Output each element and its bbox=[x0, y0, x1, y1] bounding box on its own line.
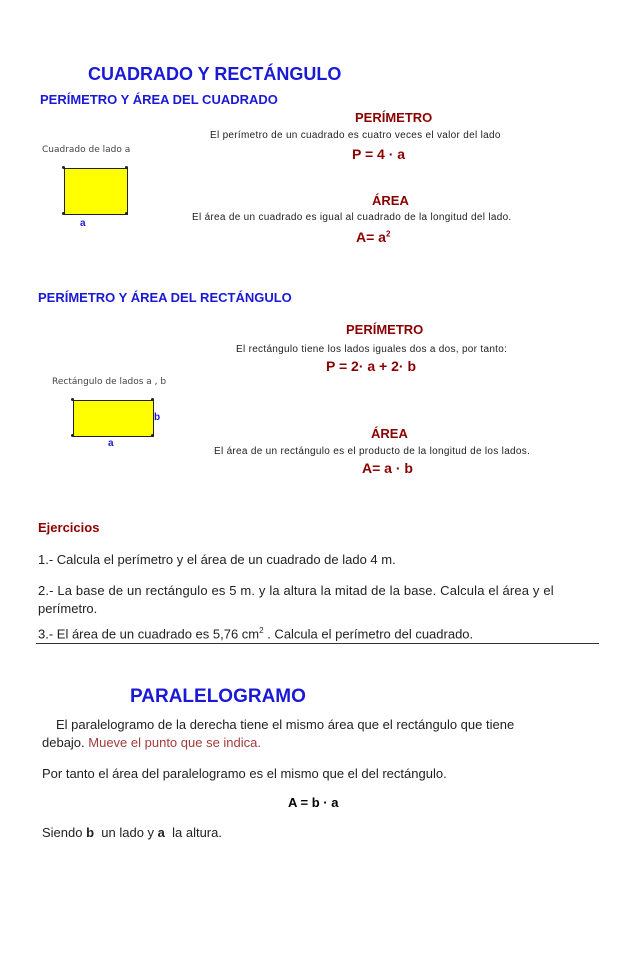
square-perimeter-formula: P = 4 · a bbox=[352, 146, 406, 162]
exercise-2-line1: 2.- La base de un rectángulo es 5 m. y la altura la mitad de la base. Calcula el área y el bbox=[38, 583, 554, 598]
rect-perimeter-text: El rectángulo tiene los lados iguales dos a dos, por tanto: bbox=[236, 344, 508, 355]
move-point-hint: Mueve el punto que se indica. bbox=[88, 735, 261, 750]
rect-perimeter-title: PERÍMETRO bbox=[346, 322, 424, 337]
square-figure-caption: Cuadrado de lado a bbox=[42, 145, 131, 155]
rect-vertex bbox=[151, 398, 154, 401]
rect-section-heading: PERÍMETRO Y ÁREA DEL RECTÁNGULO bbox=[38, 290, 292, 305]
exercises-heading: Ejercicios bbox=[38, 520, 100, 535]
square-shape bbox=[64, 168, 128, 215]
rect-area-text: El área de un rectángulo es el producto de la longitud de los lados. bbox=[214, 446, 531, 457]
exercise-2-line2: perímetro. bbox=[38, 601, 98, 616]
rect-perimeter-formula: P = 2· a + 2· b bbox=[326, 358, 417, 374]
square-perimeter-title: PERÍMETRO bbox=[355, 110, 433, 125]
exercise-1: 1.- Calcula el perímetro y el área de un cuadrado de lado 4 m. bbox=[38, 552, 396, 567]
square-area-text: El área de un cuadrado es igual al cuadrado de la longitud del lado. bbox=[192, 212, 512, 223]
rect-side-a-label: a bbox=[108, 438, 114, 449]
rectangle-shape bbox=[73, 400, 154, 437]
square-side-label: a bbox=[80, 218, 86, 229]
rect-area-title: ÁREA bbox=[371, 426, 408, 441]
square-area-formula: $A= a^2$ bbox=[356, 229, 391, 245]
square-vertex bbox=[125, 212, 128, 215]
page-title: CUADRADO Y RECTÁNGULO bbox=[88, 64, 342, 84]
parallelogram-line1: El paralelogramo de la derecha tiene el mismo área que el rectángulo que tiene bbox=[56, 717, 515, 732]
exercise-3: 3.- El área de un cuadrado es 5,76 $cm^2$ . Calcula el perímetro del cuadrado. bbox=[38, 626, 474, 642]
rect-vertex bbox=[151, 434, 154, 437]
parallelogram-line4: Siendo b un lado y a la altura. bbox=[42, 825, 222, 840]
rect-vertex bbox=[71, 398, 74, 401]
rect-area-formula: A= a · b bbox=[362, 460, 413, 476]
rect-vertex bbox=[71, 434, 74, 437]
square-vertex bbox=[62, 166, 65, 169]
parallelogram-line2: debajo. Mueve el punto que se indica. bbox=[42, 735, 261, 750]
parallelogram-title: PARALELOGRAMO bbox=[130, 686, 306, 707]
square-vertex bbox=[62, 212, 65, 215]
square-perimeter-text: El perímetro de un cuadrado es cuatro veces el valor del lado bbox=[210, 130, 501, 141]
parallelogram-formula: A = b · a bbox=[288, 795, 339, 810]
rect-figure-caption: Rectángulo de lados a , b bbox=[52, 377, 167, 387]
exercises-divider bbox=[36, 643, 599, 644]
square-area-title: ÁREA bbox=[372, 193, 409, 208]
square-section-heading: PERÍMETRO Y ÁREA DEL CUADRADO bbox=[40, 92, 278, 107]
rect-side-b-label: b bbox=[154, 412, 161, 423]
square-vertex bbox=[125, 166, 128, 169]
parallelogram-line3: Por tanto el área del paralelogramo es el mismo que el del rectángulo. bbox=[42, 766, 447, 781]
